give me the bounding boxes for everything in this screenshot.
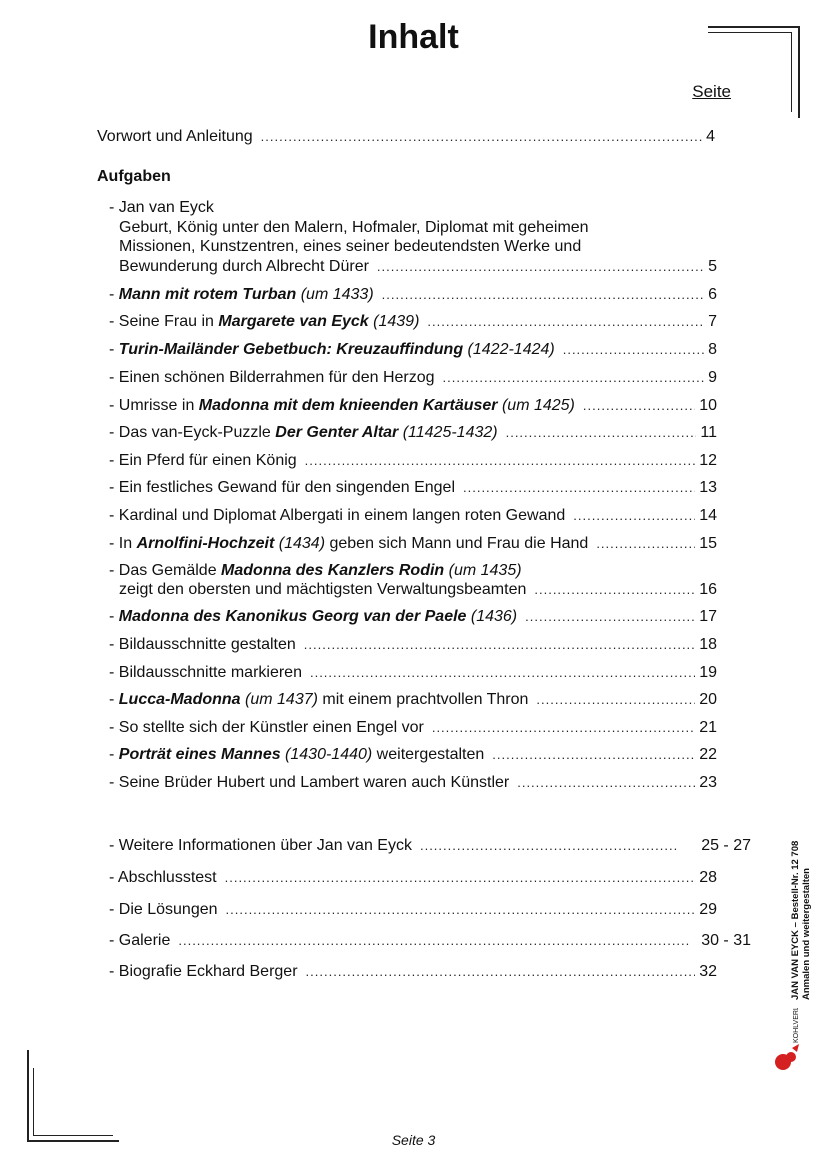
toc-entry-rodin-line-1: - Das Gemälde Madonna des Kanzlers Rodin (um 1435) bbox=[109, 562, 522, 579]
toc-entry-vorwort bbox=[97, 127, 715, 147]
toc-page-number: 32 bbox=[699, 963, 717, 980]
toc-entry bbox=[109, 663, 717, 683]
toc-leader-dots bbox=[178, 931, 689, 951]
toc-page-number: 22 bbox=[699, 746, 717, 763]
toc-leader-dots bbox=[536, 690, 695, 710]
toc-entry bbox=[109, 285, 717, 305]
page-title: Inhalt bbox=[368, 18, 459, 56]
toc-page-number: 7 bbox=[708, 313, 717, 330]
toc-entry bbox=[109, 506, 717, 526]
toc-page-number: 30 - 31 bbox=[701, 932, 751, 949]
section-heading-aufgaben: Aufgaben bbox=[97, 168, 171, 185]
corner-frame-top-line-1 bbox=[708, 26, 800, 28]
toc-label: - Abschlusstest bbox=[109, 869, 217, 886]
toc-label: - Turin-Mailänder Gebetbuch: Kreuzauffindung (1422-1424) bbox=[109, 341, 555, 358]
toc-label: - Ein festliches Gewand für den singenden Engel bbox=[109, 479, 455, 496]
toc-page-number: 23 bbox=[699, 774, 717, 791]
toc-page-number: 9 bbox=[708, 369, 717, 386]
toc-page-number: 28 bbox=[699, 869, 717, 886]
toc-label: - Mann mit rotem Turban (um 1433) bbox=[109, 286, 374, 303]
toc-label: zeigt den obersten und mächtigsten Verwaltungsbeamten bbox=[119, 581, 527, 598]
toc-entry-jan-van-eyck-desc-1: Geburt, König unter den Malern, Hofmaler, Diplomat mit geheimen bbox=[119, 219, 589, 236]
toc-entry-jan-van-eyck-desc-2: Missionen, Kunstzentren, eines seiner bedeutendsten Werke und bbox=[119, 238, 582, 255]
toc-entry bbox=[109, 773, 717, 793]
publisher-logo bbox=[772, 1008, 802, 1074]
toc-entry bbox=[109, 451, 717, 471]
toc-page-number: 20 bbox=[699, 691, 717, 708]
toc-entry-jan-van-eyck-desc-3 bbox=[119, 257, 717, 277]
toc-entry bbox=[109, 690, 717, 710]
toc-page-number: 15 bbox=[699, 535, 717, 552]
toc-entry-rodin-line-2 bbox=[119, 580, 717, 600]
toc-leader-dots bbox=[261, 127, 702, 147]
toc-leader-dots bbox=[432, 718, 695, 738]
side-text-line-1: JAN VAN EYCK – Bestell-Nr. 12 708 bbox=[790, 840, 801, 1000]
toc-leader-dots bbox=[377, 257, 704, 277]
toc-page-number: 14 bbox=[699, 507, 717, 524]
toc-entry bbox=[109, 478, 717, 498]
toc-leader-dots bbox=[583, 396, 695, 416]
toc-label: - Ein Pferd für einen König bbox=[109, 452, 297, 469]
toc-entry bbox=[109, 396, 717, 416]
toc-entry-appendix bbox=[109, 836, 751, 856]
toc-label: - Bildausschnitte markieren bbox=[109, 664, 302, 681]
toc-label: - In Arnolfini-Hochzeit (1434) geben sich Mann und Frau die Hand bbox=[109, 535, 589, 552]
toc-label: - Bildausschnitte gestalten bbox=[109, 636, 296, 653]
toc-entry bbox=[109, 340, 717, 360]
toc-page-number: 12 bbox=[699, 452, 717, 469]
toc-label: - So stellte sich der Künstler einen Engel vor bbox=[109, 719, 424, 736]
toc-entry-appendix bbox=[109, 962, 717, 982]
toc-leader-dots bbox=[596, 534, 695, 554]
toc-page-number: 21 bbox=[699, 719, 717, 736]
toc-leader-dots bbox=[382, 285, 704, 305]
toc-leader-dots bbox=[420, 836, 677, 856]
toc-entry bbox=[109, 718, 717, 738]
toc-leader-dots bbox=[304, 635, 695, 655]
toc-label: - Madonna des Kanonikus Georg van der Paele (1436) bbox=[109, 608, 518, 625]
toc-label: - Umrisse in Madonna mit dem knieenden Kartäuser (um 1425) bbox=[109, 397, 575, 414]
corner-frame-right-line-2 bbox=[791, 32, 792, 112]
toc-label: - Einen schönen Bilderrahmen für den Herzog bbox=[109, 369, 435, 386]
toc-page-number: 19 bbox=[699, 664, 717, 681]
corner-frame-left-line-2 bbox=[33, 1068, 34, 1136]
toc-leader-dots bbox=[492, 745, 695, 765]
toc-page-number: 4 bbox=[706, 128, 715, 145]
toc-leader-dots bbox=[463, 478, 695, 498]
toc-entry bbox=[109, 312, 717, 332]
toc-entry bbox=[109, 635, 717, 655]
toc-page-number: 13 bbox=[699, 479, 717, 496]
toc-label: - Das van-Eyck-Puzzle Der Genter Altar (11425-1432) bbox=[109, 424, 498, 441]
toc-leader-dots bbox=[427, 312, 704, 332]
toc-page-number: 10 bbox=[699, 397, 717, 414]
toc-leader-dots bbox=[225, 868, 696, 888]
toc-page-number: 8 bbox=[708, 341, 717, 358]
corner-frame-left-line-1 bbox=[27, 1050, 29, 1142]
toc-label: Bewunderung durch Albrecht Dürer bbox=[119, 258, 369, 275]
toc-label: - Seine Frau in Margarete van Eyck (1439) bbox=[109, 313, 420, 330]
toc-leader-dots bbox=[573, 506, 695, 526]
page-column-header: Seite bbox=[692, 82, 731, 101]
toc-leader-dots bbox=[525, 607, 695, 627]
toc-leader-dots bbox=[517, 773, 695, 793]
toc-label: - Biografie Eckhard Berger bbox=[109, 963, 298, 980]
logo-text: KOHLVERLAG bbox=[793, 1008, 800, 1043]
toc-page-number: 29 bbox=[699, 901, 717, 918]
corner-frame-top-line-2 bbox=[708, 32, 792, 33]
toc-label: - Galerie bbox=[109, 932, 171, 949]
side-text-line-2: Anmalen und weitergestalten bbox=[801, 868, 812, 1000]
toc-page-number: 17 bbox=[699, 608, 717, 625]
toc-label: - Lucca-Madonna (um 1437) mit einem prachtvollen Thron bbox=[109, 691, 529, 708]
toc-page-number: 25 - 27 bbox=[701, 837, 751, 854]
toc-page-number: 16 bbox=[699, 581, 717, 598]
toc-label: - Seine Brüder Hubert und Lambert waren auch Künstler bbox=[109, 774, 510, 791]
toc-leader-dots bbox=[534, 580, 695, 600]
toc-leader-dots bbox=[226, 900, 696, 920]
toc-entry bbox=[109, 368, 717, 388]
toc-label: - Porträt eines Mannes (1430-1440) weitergestalten bbox=[109, 746, 485, 763]
toc-leader-dots bbox=[305, 451, 696, 471]
publisher-logo-graphic bbox=[772, 1008, 802, 1074]
page-footer: Seite 3 bbox=[391, 1132, 436, 1148]
toc-entry-appendix bbox=[109, 868, 717, 888]
toc-label: - Weitere Informationen über Jan van Eyck bbox=[109, 837, 412, 854]
toc-page-number: 5 bbox=[708, 258, 717, 275]
corner-frame-right-line-1 bbox=[798, 26, 800, 118]
toc-entry bbox=[109, 423, 717, 443]
toc-entry-appendix bbox=[109, 931, 751, 951]
toc-entry bbox=[109, 534, 717, 554]
toc-label: - Die Lösungen bbox=[109, 901, 218, 918]
toc-entry bbox=[109, 607, 717, 627]
toc-entry bbox=[109, 745, 717, 765]
toc-entry-appendix bbox=[109, 900, 717, 920]
toc-page-number: 18 bbox=[699, 636, 717, 653]
toc-leader-dots bbox=[443, 368, 705, 388]
toc-leader-dots bbox=[310, 663, 695, 683]
side-publisher-text bbox=[790, 841, 812, 1000]
toc-label: Vorwort und Anleitung bbox=[97, 128, 253, 145]
toc-entry-jan-van-eyck-title: - Jan van Eyck bbox=[109, 199, 214, 216]
toc-label: - Kardinal und Diplomat Albergati in einem langen roten Gewand bbox=[109, 507, 566, 524]
toc-page-number: 11 bbox=[700, 424, 717, 441]
toc-leader-dots bbox=[306, 962, 696, 982]
toc-leader-dots bbox=[506, 423, 697, 443]
toc-page-number: 6 bbox=[708, 286, 717, 303]
toc-leader-dots bbox=[563, 340, 704, 360]
